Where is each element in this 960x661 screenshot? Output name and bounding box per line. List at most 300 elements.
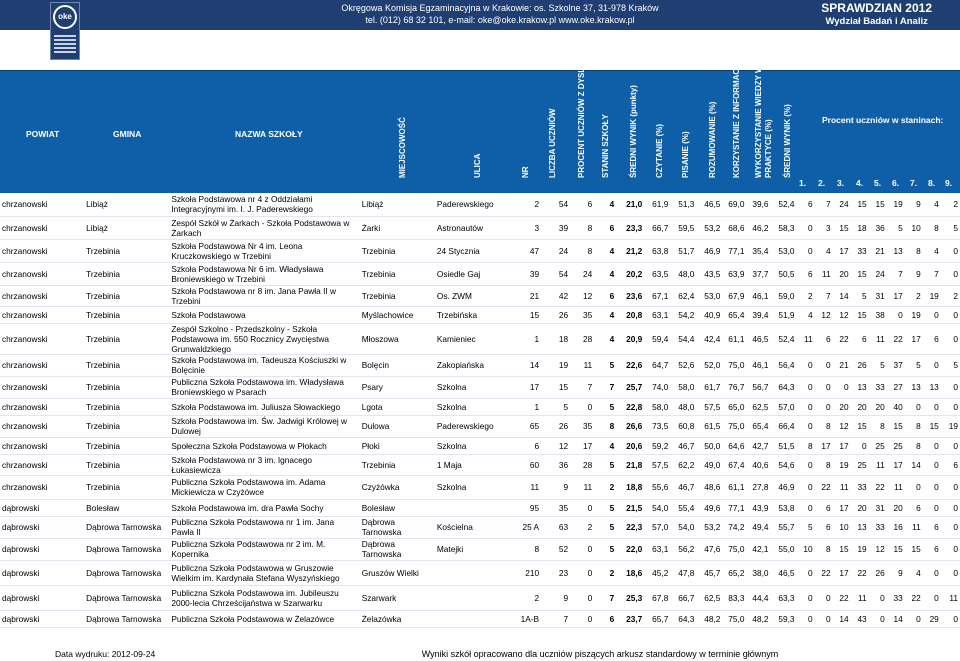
row-pisanie: 56,2	[670, 538, 696, 560]
row-stanin-6: 16	[887, 516, 905, 538]
row-stanin: 4	[594, 193, 616, 216]
table-row	[0, 306, 960, 323]
row-nr: 60	[517, 454, 541, 475]
row-czytanie: 74,0	[644, 376, 670, 398]
row-miejscowosc: Trzebinia	[360, 239, 435, 262]
row-ulica: Szkolna	[435, 437, 517, 454]
row-stanin: 6	[594, 216, 616, 239]
row-rozumowanie: 46,5	[696, 193, 722, 216]
row-czytanie: 61,9	[644, 193, 670, 216]
row-stanin-8: 0	[923, 560, 941, 585]
row-stanin: 5	[594, 516, 616, 538]
row-czytanie: 63,1	[644, 306, 670, 323]
schools-table	[0, 193, 960, 628]
row-gmina: Trzebinia	[84, 285, 169, 306]
row-stanin-3: 22	[833, 585, 851, 610]
row-pisanie: 55,4	[670, 499, 696, 516]
row-stanin-7: 0	[905, 475, 923, 499]
row-stanin-8: 8	[923, 216, 941, 239]
row-informacja: 76,7	[722, 376, 746, 398]
row-stanin-5: 31	[869, 285, 887, 306]
row-wiedza: 65,4	[746, 415, 770, 437]
row-gmina: Dąbrowa Tarnowska	[84, 516, 169, 538]
row-gmina: Trzebinia	[84, 398, 169, 415]
col-wiedza-2: PRAKTYCE (%)	[764, 119, 773, 178]
row-liczba: 36	[541, 454, 570, 475]
row-stanin-5: 33	[869, 376, 887, 398]
row-nr: 65	[517, 415, 541, 437]
row-pisanie: 48,0	[670, 398, 696, 415]
row-school-name: Publiczna Szkoła Podstawowa im. Władysława Broniewskiego w Psarach	[169, 376, 359, 398]
row-stanin-7: 8	[905, 415, 923, 437]
row-liczba: 26	[541, 306, 570, 323]
row-stanin-5: 0	[869, 585, 887, 610]
row-nr: 25 A	[517, 516, 541, 538]
row-informacja: 64,6	[722, 437, 746, 454]
row-sredni-pkt: 23,7	[616, 610, 644, 627]
row-stanin-4: 25	[851, 454, 869, 475]
row-informacja: 67,9	[722, 285, 746, 306]
col-gmina: GMINA	[113, 129, 142, 139]
row-dysleksja: 0	[570, 499, 594, 516]
level-5: 5.	[874, 178, 882, 188]
row-rozumowanie: 52,0	[696, 354, 722, 376]
row-rozumowanie: 61,7	[696, 376, 722, 398]
col-staniny: Procent uczniów w staninach:	[822, 115, 944, 125]
row-stanin-9: 2	[941, 285, 960, 306]
row-stanin-9: 0	[941, 376, 960, 398]
row-powiat: chrzanowski	[0, 454, 84, 475]
row-stanin-8: 6	[923, 323, 941, 354]
row-gmina: Dąbrowa Tarnowska	[84, 560, 169, 585]
row-gmina: Trzebinia	[84, 354, 169, 376]
row-liczba: 9	[541, 475, 570, 499]
row-sredni-pct: 53,0	[771, 239, 797, 262]
row-sredni-pct: 59,3	[771, 610, 797, 627]
row-pisanie: 47,8	[670, 560, 696, 585]
row-wiedza: 37,7	[746, 262, 770, 285]
row-sredni-pkt: 26,6	[616, 415, 644, 437]
row-stanin-8: 0	[923, 585, 941, 610]
row-ulica	[435, 499, 517, 516]
row-stanin-4: 33	[851, 239, 869, 262]
row-stanin-1: 0	[797, 585, 815, 610]
row-stanin-4: 13	[851, 376, 869, 398]
row-nr: 15	[517, 306, 541, 323]
row-stanin-1: 0	[797, 415, 815, 437]
row-stanin-3: 0	[833, 376, 851, 398]
row-stanin-3: 14	[833, 285, 851, 306]
logo-stripes	[54, 33, 76, 53]
row-school-name: Publiczna Szkoła Podstawowa w Gruszowie Wielkim im. Kardynała Stefana Wyszyńskiego	[169, 560, 359, 585]
row-stanin: 5	[594, 499, 616, 516]
row-stanin-8: 0	[923, 306, 941, 323]
row-sredni-pkt: 23,3	[616, 216, 644, 239]
row-stanin-3: 17	[833, 239, 851, 262]
row-stanin: 4	[594, 262, 616, 285]
row-school-name: Publiczna Szkoła Podstawowa nr 2 im. M. Kopernika	[169, 538, 359, 560]
row-czytanie: 65,7	[644, 610, 670, 627]
row-stanin: 6	[594, 610, 616, 627]
row-dysleksja: 17	[570, 437, 594, 454]
row-stanin-3: 11	[833, 475, 851, 499]
row-sredni-pkt: 20,8	[616, 306, 644, 323]
row-informacja: 74,2	[722, 516, 746, 538]
row-powiat: chrzanowski	[0, 262, 84, 285]
row-sredni-pct: 59,0	[771, 285, 797, 306]
row-stanin-5: 22	[869, 475, 887, 499]
row-stanin-4: 22	[851, 560, 869, 585]
row-ulica: Paderewskiego	[435, 193, 517, 216]
col-wiedza: WYKORZYSTANIE WIEDZY W	[754, 65, 763, 178]
row-stanin-7: 8	[905, 239, 923, 262]
row-stanin-6: 17	[887, 454, 905, 475]
row-stanin-5: 12	[869, 538, 887, 560]
row-informacja: 75,0	[722, 354, 746, 376]
row-stanin: 7	[594, 585, 616, 610]
row-liczba: 12	[541, 437, 570, 454]
table-row	[0, 285, 960, 306]
row-czytanie: 58,0	[644, 398, 670, 415]
row-stanin-8: 0	[923, 454, 941, 475]
row-rozumowanie: 57,5	[696, 398, 722, 415]
row-school-name: Szkoła Podstawowa nr 4 z Oddziałami Integracyjnymi im. I. J. Paderewskiego	[169, 193, 359, 216]
oke-logo-icon	[50, 2, 80, 60]
row-stanin-1: 5	[797, 516, 815, 538]
row-informacja: 65,2	[722, 560, 746, 585]
row-stanin-3: 17	[833, 560, 851, 585]
row-informacja: 77,1	[722, 239, 746, 262]
row-stanin-6: 15	[887, 538, 905, 560]
table-row	[0, 499, 960, 516]
row-stanin-9: 0	[941, 239, 960, 262]
row-school-name: Zespół Szkół w Żarkach - Szkoła Podstawowa w Żarkach	[169, 216, 359, 239]
row-liczba: 7	[541, 610, 570, 627]
row-wiedza: 42,1	[746, 538, 770, 560]
row-sredni-pkt: 21,2	[616, 239, 644, 262]
row-stanin: 4	[594, 437, 616, 454]
row-stanin-3: 12	[833, 306, 851, 323]
row-stanin-6: 19	[887, 193, 905, 216]
row-pisanie: 64,3	[670, 610, 696, 627]
row-dysleksja: 2	[570, 516, 594, 538]
row-gmina: Trzebinia	[84, 475, 169, 499]
row-miejscowosc: Żelazówka	[360, 610, 435, 627]
row-stanin-5: 11	[869, 323, 887, 354]
row-miejscowosc: Trzebinia	[360, 262, 435, 285]
row-stanin-6: 11	[887, 475, 905, 499]
row-wiedza: 56,7	[746, 376, 770, 398]
row-gmina: Trzebinia	[84, 306, 169, 323]
row-nr: 6	[517, 437, 541, 454]
row-ulica	[435, 560, 517, 585]
row-stanin-9: 0	[941, 306, 960, 323]
row-stanin-4: 26	[851, 354, 869, 376]
row-liczba: 26	[541, 415, 570, 437]
row-stanin-8: 0	[923, 354, 941, 376]
row-dysleksja: 0	[570, 610, 594, 627]
row-liczba: 19	[541, 354, 570, 376]
row-liczba: 24	[541, 239, 570, 262]
row-stanin-1: 0	[797, 454, 815, 475]
row-pisanie: 51,7	[670, 239, 696, 262]
row-wiedza: 38,0	[746, 560, 770, 585]
row-ulica: Szkolna	[435, 475, 517, 499]
row-sredni-pct: 53,8	[771, 499, 797, 516]
row-gmina: Trzebinia	[84, 323, 169, 354]
row-stanin-7: 9	[905, 262, 923, 285]
row-stanin: 2	[594, 475, 616, 499]
row-pisanie: 58,0	[670, 376, 696, 398]
row-gmina: Trzebinia	[84, 454, 169, 475]
row-nr: 95	[517, 499, 541, 516]
row-stanin-2: 7	[815, 285, 833, 306]
row-powiat: dąbrowski	[0, 610, 84, 627]
row-liczba: 23	[541, 560, 570, 585]
row-gmina: Libiąż	[84, 216, 169, 239]
row-czytanie: 64,7	[644, 354, 670, 376]
row-gmina: Bolesław	[84, 499, 169, 516]
row-czytanie: 66,7	[644, 216, 670, 239]
row-wiedza: 40,6	[746, 454, 770, 475]
row-school-name: Publiczna Szkoła Podstawowa nr 1 im. Jana Pawła II	[169, 516, 359, 538]
row-dysleksja: 11	[570, 354, 594, 376]
row-miejscowosc: Żarki	[360, 216, 435, 239]
row-miejscowosc: Psary	[360, 376, 435, 398]
row-miejscowosc: Gruszów Wielki	[360, 560, 435, 585]
row-gmina: Trzebinia	[84, 262, 169, 285]
row-informacja: 68,6	[722, 216, 746, 239]
row-rozumowanie: 49,0	[696, 454, 722, 475]
row-school-name: Publiczna Szkoła Podstawowa im. Adama Mickiewicza w Czyżówce	[169, 475, 359, 499]
row-wiedza: 43,9	[746, 499, 770, 516]
row-nr: 210	[517, 560, 541, 585]
row-gmina: Trzebinia	[84, 376, 169, 398]
col-ulica: ULICA	[473, 153, 482, 178]
row-powiat: dąbrowski	[0, 499, 84, 516]
row-school-name: Szkoła Podstawowa nr 8 im. Jana Pawła II w Trzebini	[169, 285, 359, 306]
row-nr: 14	[517, 354, 541, 376]
row-gmina: Dąbrowa Tarnowska	[84, 610, 169, 627]
row-stanin-1: 0	[797, 376, 815, 398]
row-dysleksja: 7	[570, 376, 594, 398]
row-liczba: 54	[541, 193, 570, 216]
row-informacja: 75,0	[722, 415, 746, 437]
row-powiat: chrzanowski	[0, 354, 84, 376]
row-wiedza: 46,2	[746, 216, 770, 239]
row-stanin-5: 5	[869, 354, 887, 376]
row-stanin-9: 0	[941, 499, 960, 516]
row-stanin-8: 6	[923, 538, 941, 560]
row-stanin-2: 8	[815, 454, 833, 475]
row-liczba: 9	[541, 585, 570, 610]
row-miejscowosc: Bolęcin	[360, 354, 435, 376]
row-powiat: chrzanowski	[0, 437, 84, 454]
row-stanin-9: 5	[941, 354, 960, 376]
row-miejscowosc: Bolesław	[360, 499, 435, 516]
row-stanin-7: 5	[905, 354, 923, 376]
row-stanin-9: 0	[941, 610, 960, 627]
row-informacja: 75,0	[722, 610, 746, 627]
row-powiat: chrzanowski	[0, 376, 84, 398]
row-sredni-pct: 50,5	[771, 262, 797, 285]
row-wiedza: 27,8	[746, 475, 770, 499]
row-school-name: Szkoła Podstawowa im. Juliusza Słowackiego	[169, 398, 359, 415]
row-stanin-1: 6	[797, 193, 815, 216]
row-miejscowosc: Trzebinia	[360, 285, 435, 306]
row-stanin-3: 14	[833, 610, 851, 627]
level-9: 9.	[945, 178, 953, 188]
row-nr: 1	[517, 323, 541, 354]
row-miejscowosc: Lgota	[360, 398, 435, 415]
row-sredni-pkt: 18,6	[616, 560, 644, 585]
row-stanin-8: 4	[923, 193, 941, 216]
row-ulica: Szkolna	[435, 376, 517, 398]
row-stanin-1: 0	[797, 560, 815, 585]
table-row	[0, 560, 960, 585]
row-stanin-6: 17	[887, 285, 905, 306]
row-powiat: dąbrowski	[0, 585, 84, 610]
row-sredni-pct: 57,0	[771, 398, 797, 415]
row-liczba: 15	[541, 376, 570, 398]
row-stanin-9: 11	[941, 585, 960, 610]
row-stanin-2: 7	[815, 193, 833, 216]
row-stanin-4: 11	[851, 585, 869, 610]
row-sredni-pct: 55,7	[771, 516, 797, 538]
row-dysleksja: 35	[570, 306, 594, 323]
row-stanin-5: 8	[869, 415, 887, 437]
row-stanin-7: 10	[905, 216, 923, 239]
row-stanin: 5	[594, 398, 616, 415]
row-gmina: Libiąż	[84, 193, 169, 216]
row-stanin-4: 15	[851, 306, 869, 323]
row-liczba: 39	[541, 216, 570, 239]
row-stanin-3: 22	[833, 323, 851, 354]
row-powiat: chrzanowski	[0, 285, 84, 306]
row-stanin-6: 5	[887, 216, 905, 239]
row-ulica: 1 Maja	[435, 454, 517, 475]
row-powiat: dąbrowski	[0, 516, 84, 538]
row-stanin-1: 0	[797, 398, 815, 415]
row-pisanie: 54,4	[670, 323, 696, 354]
row-sredni-pct: 63,3	[771, 585, 797, 610]
row-sredni-pkt: 18,8	[616, 475, 644, 499]
row-stanin-8: 0	[923, 437, 941, 454]
row-dysleksja: 0	[570, 398, 594, 415]
row-stanin-3: 15	[833, 538, 851, 560]
row-liczba: 18	[541, 323, 570, 354]
row-stanin-9: 0	[941, 560, 960, 585]
row-stanin: 5	[594, 454, 616, 475]
row-wiedza: 49,4	[746, 516, 770, 538]
row-ulica: Szkolna	[435, 398, 517, 415]
row-rozumowanie: 61,5	[696, 415, 722, 437]
row-wiedza: 44,4	[746, 585, 770, 610]
row-liczba: 63	[541, 516, 570, 538]
row-stanin-4: 13	[851, 516, 869, 538]
row-stanin: 5	[594, 538, 616, 560]
footer-note: Wyniki szkół opracowano dla uczniów piszących arkusz standardowy w terminie głównym	[421, 649, 779, 659]
row-sredni-pct: 51,9	[771, 306, 797, 323]
row-nr: 21	[517, 285, 541, 306]
level-7: 7.	[910, 178, 918, 188]
row-pisanie: 62,4	[670, 285, 696, 306]
level-1: 1.	[799, 178, 807, 188]
row-dysleksja: 6	[570, 193, 594, 216]
row-rozumowanie: 53,0	[696, 285, 722, 306]
col-pisanie: PISANIE (%)	[681, 131, 690, 178]
report-title: SPRAWDZIAN 2012	[821, 1, 932, 15]
row-sredni-pkt: 22,6	[616, 354, 644, 376]
row-sredni-pct: 46,5	[771, 560, 797, 585]
row-stanin-7: 8	[905, 437, 923, 454]
row-stanin-2: 22	[815, 560, 833, 585]
col-nr: NR	[521, 166, 530, 178]
row-czytanie: 57,5	[644, 454, 670, 475]
row-pisanie: 66,7	[670, 585, 696, 610]
row-stanin-9: 0	[941, 398, 960, 415]
row-stanin-4: 19	[851, 538, 869, 560]
row-wiedza: 46,5	[746, 323, 770, 354]
header-contact-line: tel. (012) 68 32 101, e-mail: oke@oke.krakow.pl www.oke.krakow.pl	[365, 15, 635, 25]
row-ulica: 24 Stycznia	[435, 239, 517, 262]
row-rozumowanie: 45,7	[696, 560, 722, 585]
row-stanin-8: 4	[923, 239, 941, 262]
row-stanin-1: 0	[797, 239, 815, 262]
row-miejscowosc: Młoszowa	[360, 323, 435, 354]
row-stanin-6: 7	[887, 262, 905, 285]
row-nr: 8	[517, 538, 541, 560]
table-row	[0, 216, 960, 239]
row-sredni-pkt: 20,2	[616, 262, 644, 285]
row-dysleksja: 0	[570, 585, 594, 610]
row-czytanie: 59,2	[644, 437, 670, 454]
row-stanin-7: 6	[905, 499, 923, 516]
row-stanin-2: 0	[815, 376, 833, 398]
table-row	[0, 193, 960, 216]
row-rozumowanie: 43,5	[696, 262, 722, 285]
level-2: 2.	[818, 178, 826, 188]
table-row	[0, 354, 960, 376]
row-nr: 11	[517, 475, 541, 499]
row-stanin-2: 22	[815, 475, 833, 499]
row-stanin-1: 6	[797, 262, 815, 285]
table-row	[0, 475, 960, 499]
row-stanin-5: 15	[869, 193, 887, 216]
col-informacja: KORZYSTANIE Z INFORMACJI (%)	[732, 47, 741, 178]
row-gmina: Trzebinia	[84, 415, 169, 437]
row-sredni-pct: 64,3	[771, 376, 797, 398]
header-address: Okręgowa Komisja Egzaminacyjna w Krakowie: os. Szkolne 37, 31-978 Kraków	[341, 3, 659, 13]
row-liczba: 35	[541, 499, 570, 516]
row-wiedza: 35,4	[746, 239, 770, 262]
table-row	[0, 323, 960, 354]
row-wiedza: 62,5	[746, 398, 770, 415]
row-stanin-1: 0	[797, 499, 815, 516]
row-informacja: 77,1	[722, 499, 746, 516]
row-stanin-3: 12	[833, 415, 851, 437]
row-sredni-pct: 54,6	[771, 454, 797, 475]
table-row	[0, 398, 960, 415]
row-sredni-pct: 66,4	[771, 415, 797, 437]
row-stanin-5: 31	[869, 499, 887, 516]
row-school-name: Szkoła Podstawowa im. dra Pawła Sochy	[169, 499, 359, 516]
row-miejscowosc: Czyżówka	[360, 475, 435, 499]
row-ulica: Astronautów	[435, 216, 517, 239]
row-stanin-7: 9	[905, 193, 923, 216]
row-miejscowosc: Trzebinia	[360, 454, 435, 475]
row-miejscowosc: Szarwark	[360, 585, 435, 610]
